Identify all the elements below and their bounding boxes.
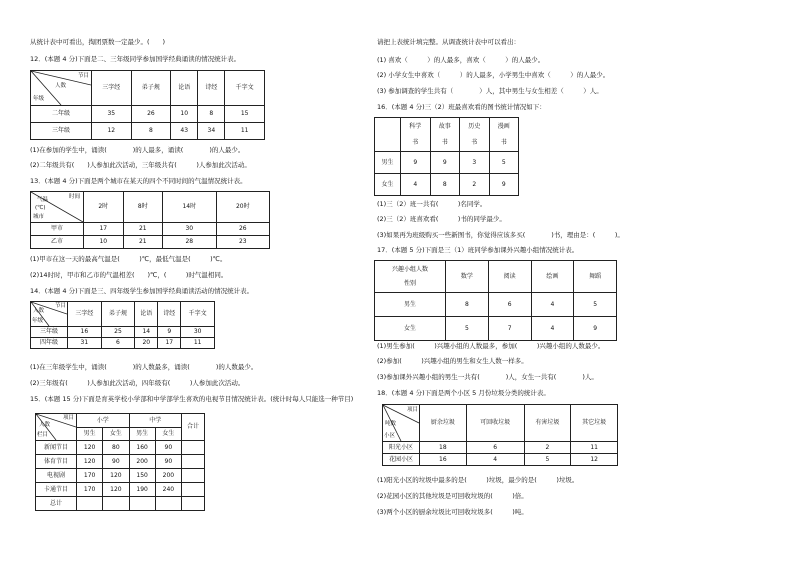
q15-group-header: 小学 <box>77 414 130 428</box>
q16-table <box>374 117 519 196</box>
table-row: 阳光小区 18 6 2 11 <box>383 442 618 454</box>
q15-sub-header: 男生 <box>129 427 155 441</box>
q12-corner-cell: 节目 人数 年级 <box>31 71 92 106</box>
q13-header-cell: 8时 <box>123 192 163 223</box>
q15-sub-header: 女生 <box>155 427 181 441</box>
table-row: 体育节目 120 90 200 90 <box>36 455 205 469</box>
q14-table <box>30 301 215 349</box>
q14-corner-cell: 节目 人数 年级 <box>31 302 68 327</box>
q17-table <box>374 260 617 341</box>
q15-question-3: (3) 参加调查的学生共有（ ）人，其中男生与女生相差（ ）人。 <box>377 87 603 95</box>
q18-header-cell: 可回收垃圾 <box>466 405 524 442</box>
q12-table <box>30 70 265 140</box>
table-row: 男生 9 9 3 5 <box>375 152 519 174</box>
q12-header-cell: 诗经 <box>198 71 225 106</box>
q18-corner-cell: 项目 吨数 小区 <box>383 405 420 442</box>
table-row: 四年级 31 6 20 17 11 <box>31 338 215 349</box>
right-column <box>377 0 794 562</box>
q15-total-col-header: 合计 <box>182 414 205 441</box>
q12-header-cell: 论语 <box>171 71 198 106</box>
table-row: 男生 8 6 4 5 <box>375 293 617 317</box>
q17-header-cell: 数学 <box>446 261 489 293</box>
q15-sub-header: 男生 <box>77 427 103 441</box>
q13-title: 13．(本题 4 分)下面是两个城市在某天的四个不同时间的气温情况统计表。 <box>30 177 247 185</box>
q17-question-2: (2)参加( )兴趣小组的男生和女生人数一样多。 <box>377 357 528 365</box>
q17-question-3: (3)参加课外兴趣小组的男生一共有( )人，女生一共有( )人。 <box>377 373 598 381</box>
q15-sub-header: 女生 <box>103 427 129 441</box>
q16-header-cell: 科学 书 <box>401 118 431 152</box>
q15-title: 15．(本题 15 分)下面是育英学校小学部和中学部学生喜欢的电视节目情况统计表。(统计时每人只能选一种节目) <box>30 395 354 403</box>
q14-question-2: (2)三年级有( )人参加此次活动，四年级有( )人参加此次活动。 <box>30 379 245 387</box>
table-row: 女生 4 8 2 9 <box>375 174 519 196</box>
q14-header-cell: 千字文 <box>181 302 215 327</box>
q16-header-cell: 漫画 书 <box>489 118 519 152</box>
q12-header-cell: 千字文 <box>225 71 265 106</box>
q17-header-cell: 舞蹈 <box>574 261 617 293</box>
intro-line: 从统计表中可看出，掏团票数一定最少。( ) <box>30 38 166 46</box>
table-row: 花园小区 16 4 5 12 <box>383 454 618 466</box>
table-row: 乙市 10 21 28 23 <box>31 236 270 249</box>
q18-header-cell: 厨余垃圾 <box>420 405 467 442</box>
table-row: 甲市 17 21 30 26 <box>31 223 270 236</box>
q13-corner-cell: 时间 气温 (℃) 城市 <box>31 192 84 223</box>
q15-continue-intro: 请把上表统计填完整。从调查统计表中可以看出： <box>377 38 520 46</box>
q14-title: 14．(本题 4 分)下面是三、四年级学生参加国学经典诵读活动的情况统计表。 <box>30 287 254 295</box>
table-row: 卡通节目 170 120 190 240 <box>36 483 205 497</box>
q16-corner-cell <box>375 118 401 152</box>
q18-question-3: (3)两个小区的厨余垃圾比可回收垃圾多( )吨。 <box>377 508 528 516</box>
q16-header-cell: 历史 书 <box>460 118 490 152</box>
table-row: 二年级 35 26 10 8 15 <box>31 106 265 123</box>
q17-header-cell: 绘画 <box>531 261 574 293</box>
q13-question-2: (2)14时时，甲市和乙市的气温相差( )℃，( )时气温相同。 <box>30 271 228 279</box>
q14-header-cell: 弟子规 <box>101 302 135 327</box>
q16-question-1: (1)三（2）班一共有( )名同学。 <box>377 200 487 208</box>
q16-title: 16．(本题 4 分)三（2）班最喜欢看的图书统计情况如下： <box>377 103 546 111</box>
q18-question-1: (1)阳光小区的垃圾中最多的是( )垃圾，最少的是( )垃圾。 <box>377 476 579 484</box>
table-row: 三年级 12 8 43 34 11 <box>31 123 265 140</box>
q17-header-cell: 阅读 <box>488 261 531 293</box>
q17-corner-cell: 兴趣小组人数 性别 <box>375 261 446 293</box>
q12-header-cell: 三字经 <box>92 71 132 106</box>
q18-table <box>382 404 618 466</box>
q12-question-1: (1)在参加的学生中，诵读( )的人最多，诵读( )的人最少。 <box>30 146 245 154</box>
q15-question-1: (1) 喜欢（ ）的人最多，喜欢（ ）的人最少。 <box>377 56 545 64</box>
q12-title: 12．(本题 4 分)下面是二、三年级同学参加国学经典诵读的情况统计表。 <box>30 55 241 63</box>
table-row: 女生 5 7 4 9 <box>375 317 617 341</box>
q16-question-2: (2)三（2）班喜欢看( )书的同学最少。 <box>377 215 506 223</box>
table-row: 新闻节目 120 80 160 90 <box>36 441 205 455</box>
q14-question-1: (1)在三年级学生中，诵读( )的人数最多，诵读( )的人数最少。 <box>30 363 258 371</box>
q15-group-header: 中学 <box>129 414 182 428</box>
q13-question-1: (1)甲市在这一天的最高气温是( )℃，最低气温是( )℃。 <box>30 255 227 263</box>
q15-table <box>35 413 205 511</box>
q15-corner-cell: 项目 人数 栏目 <box>36 414 77 441</box>
q16-header-cell: 故事 书 <box>430 118 460 152</box>
q12-question-2: (2)二年级共有( )人参加此次活动，三年级共有( )人参加此次活动。 <box>30 161 251 169</box>
q16-question-3: (3)如果再为班级购买一些新图书，你觉得应该多买( )书，理由是：( )。 <box>377 231 624 239</box>
q14-header-cell: 三字经 <box>68 302 102 327</box>
q17-title: 17．(本题 5 分)下面是三（1）班同学参加课外兴趣小组情况统计表。 <box>377 246 579 254</box>
q18-question-2: (2)花园小区的其他垃圾是可回收垃圾的( )倍。 <box>377 492 528 500</box>
q14-header-cell: 论语 <box>135 302 158 327</box>
table-row: 三年级 16 25 14 9 30 <box>31 327 215 338</box>
table-row: 总计 <box>36 497 205 511</box>
q13-header-cell: 20时 <box>216 192 269 223</box>
q13-header-cell: 2时 <box>84 192 124 223</box>
q14-header-cell: 诗经 <box>158 302 181 327</box>
q13-table <box>30 191 270 249</box>
q18-header-cell: 其它垃圾 <box>571 405 618 442</box>
q18-header-cell: 有害垃圾 <box>524 405 571 442</box>
q15-question-2: (2) 小学女生中喜欢（ ）的人最多，小学男生中喜欢（ ）的人最少。 <box>377 71 610 79</box>
q18-title: 18．(本题 4 分)下面是两个小区 5 月份垃圾分类的统计表。 <box>377 389 550 397</box>
q12-header-cell: 弟子规 <box>131 71 171 106</box>
q17-question-1: (1)男生参加( )兴趣小组的人数最多，参加( )兴趣小组的人数最少。 <box>377 342 605 350</box>
table-row: 电视剧 170 120 150 200 <box>36 469 205 483</box>
q13-header-cell: 14时 <box>163 192 216 223</box>
